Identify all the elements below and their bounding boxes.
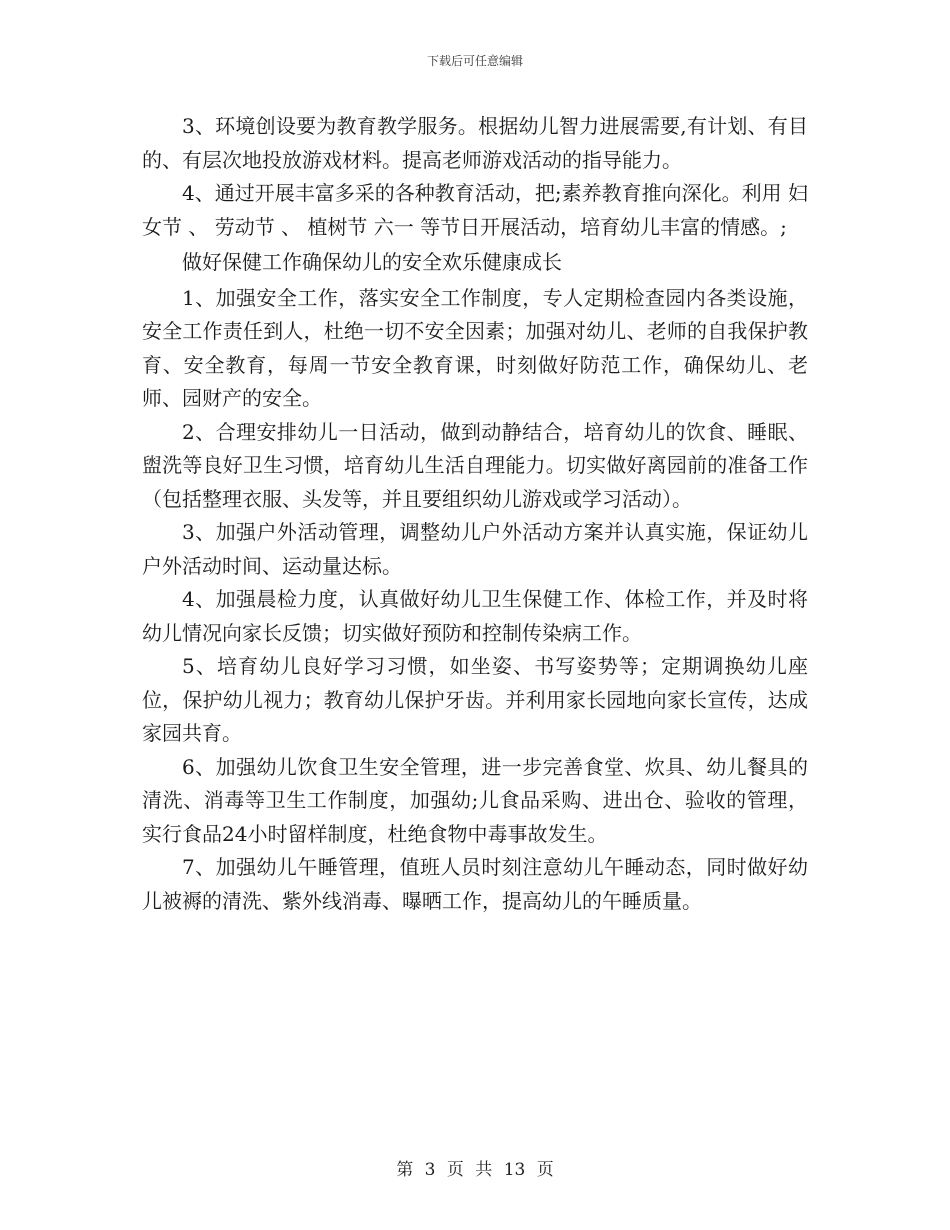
paragraph-daily-activities: 2、合理安排幼儿一日活动，做到动静结合，培育幼儿的饮食、睡眠、盥洗等良好卫生习惯，培育幼儿生活自理能力。切实做好离园前的准备工作（包括整理衣服、头发等，并且要组织幼儿游戏或学习活动）。 [142,419,808,511]
page-footer-page-number: 第 3 页 共 13 页 [396,1160,554,1180]
paragraph-study-habits: 5、培育幼儿良好学习习惯，如坐姿、书写姿势等；定期调换幼儿座位，保护幼儿视力；教育幼儿保护牙齿。并利用家长园地向家长宣传，达成家园共育。 [142,654,808,745]
paragraph-food-safety: 6、加强幼儿饮食卫生安全管理，进一步完善食堂、炊具、幼儿餐具的清洗、消毒等卫生工作制度，加强幼;儿食品采购、进出仓、验收的管理，实行食品24小时留样制度，杜绝食物中毒事故发生。 [142,754,808,846]
paragraph-outdoor-activities: 3、加强户外活动管理，调整幼儿户外活动方案并认真实施，保证幼儿户外活动时间、运动量达标。 [142,520,808,578]
paragraph-nap-management: 7、加强幼儿午睡管理，值班人员时刻注意幼儿午睡动态，同时做好幼儿被褥的清洗、紫外线消毒、曝晒工作，提高幼儿的午睡质量。 [142,855,808,913]
document-body [142,110,808,918]
paragraph-morning-check: 4、加强晨检力度，认真做好幼儿卫生保健工作、体检工作，并及时将幼儿情况向家长反馈；切实做好预防和控制传染病工作。 [142,587,808,645]
paragraph-education-activities: 4、通过开展丰富多采的各种教育活动，把;素养教育推向深化。利用 妇女节 、 劳动节 、 植树节 六一 等节日开展活动，培育幼儿丰富的情感。; [142,181,808,239]
section-heading-health-care: 做好保健工作确保幼儿的安全欢乐健康成长 [182,250,562,274]
paragraph-safety-work: 1、加强安全工作，落实安全工作制度，专人定期检查园内各类设施，安全工作责任到人，杜绝一切不安全因素；加强对幼儿、老师的自我保护教育、安全教育，每周一节安全教育课，时刻做好防范工作，确保幼儿、老师、园财产的安全。 [142,285,808,410]
page-header: 下载后可任意编辑 [426,54,523,68]
paragraph-env-setup: 3、环境创设要为教育教学服务。根据幼儿智力进展需要,有计划、有目的、有层次地投放游戏材料。提高老师游戏活动的指导能力。 [142,114,808,172]
